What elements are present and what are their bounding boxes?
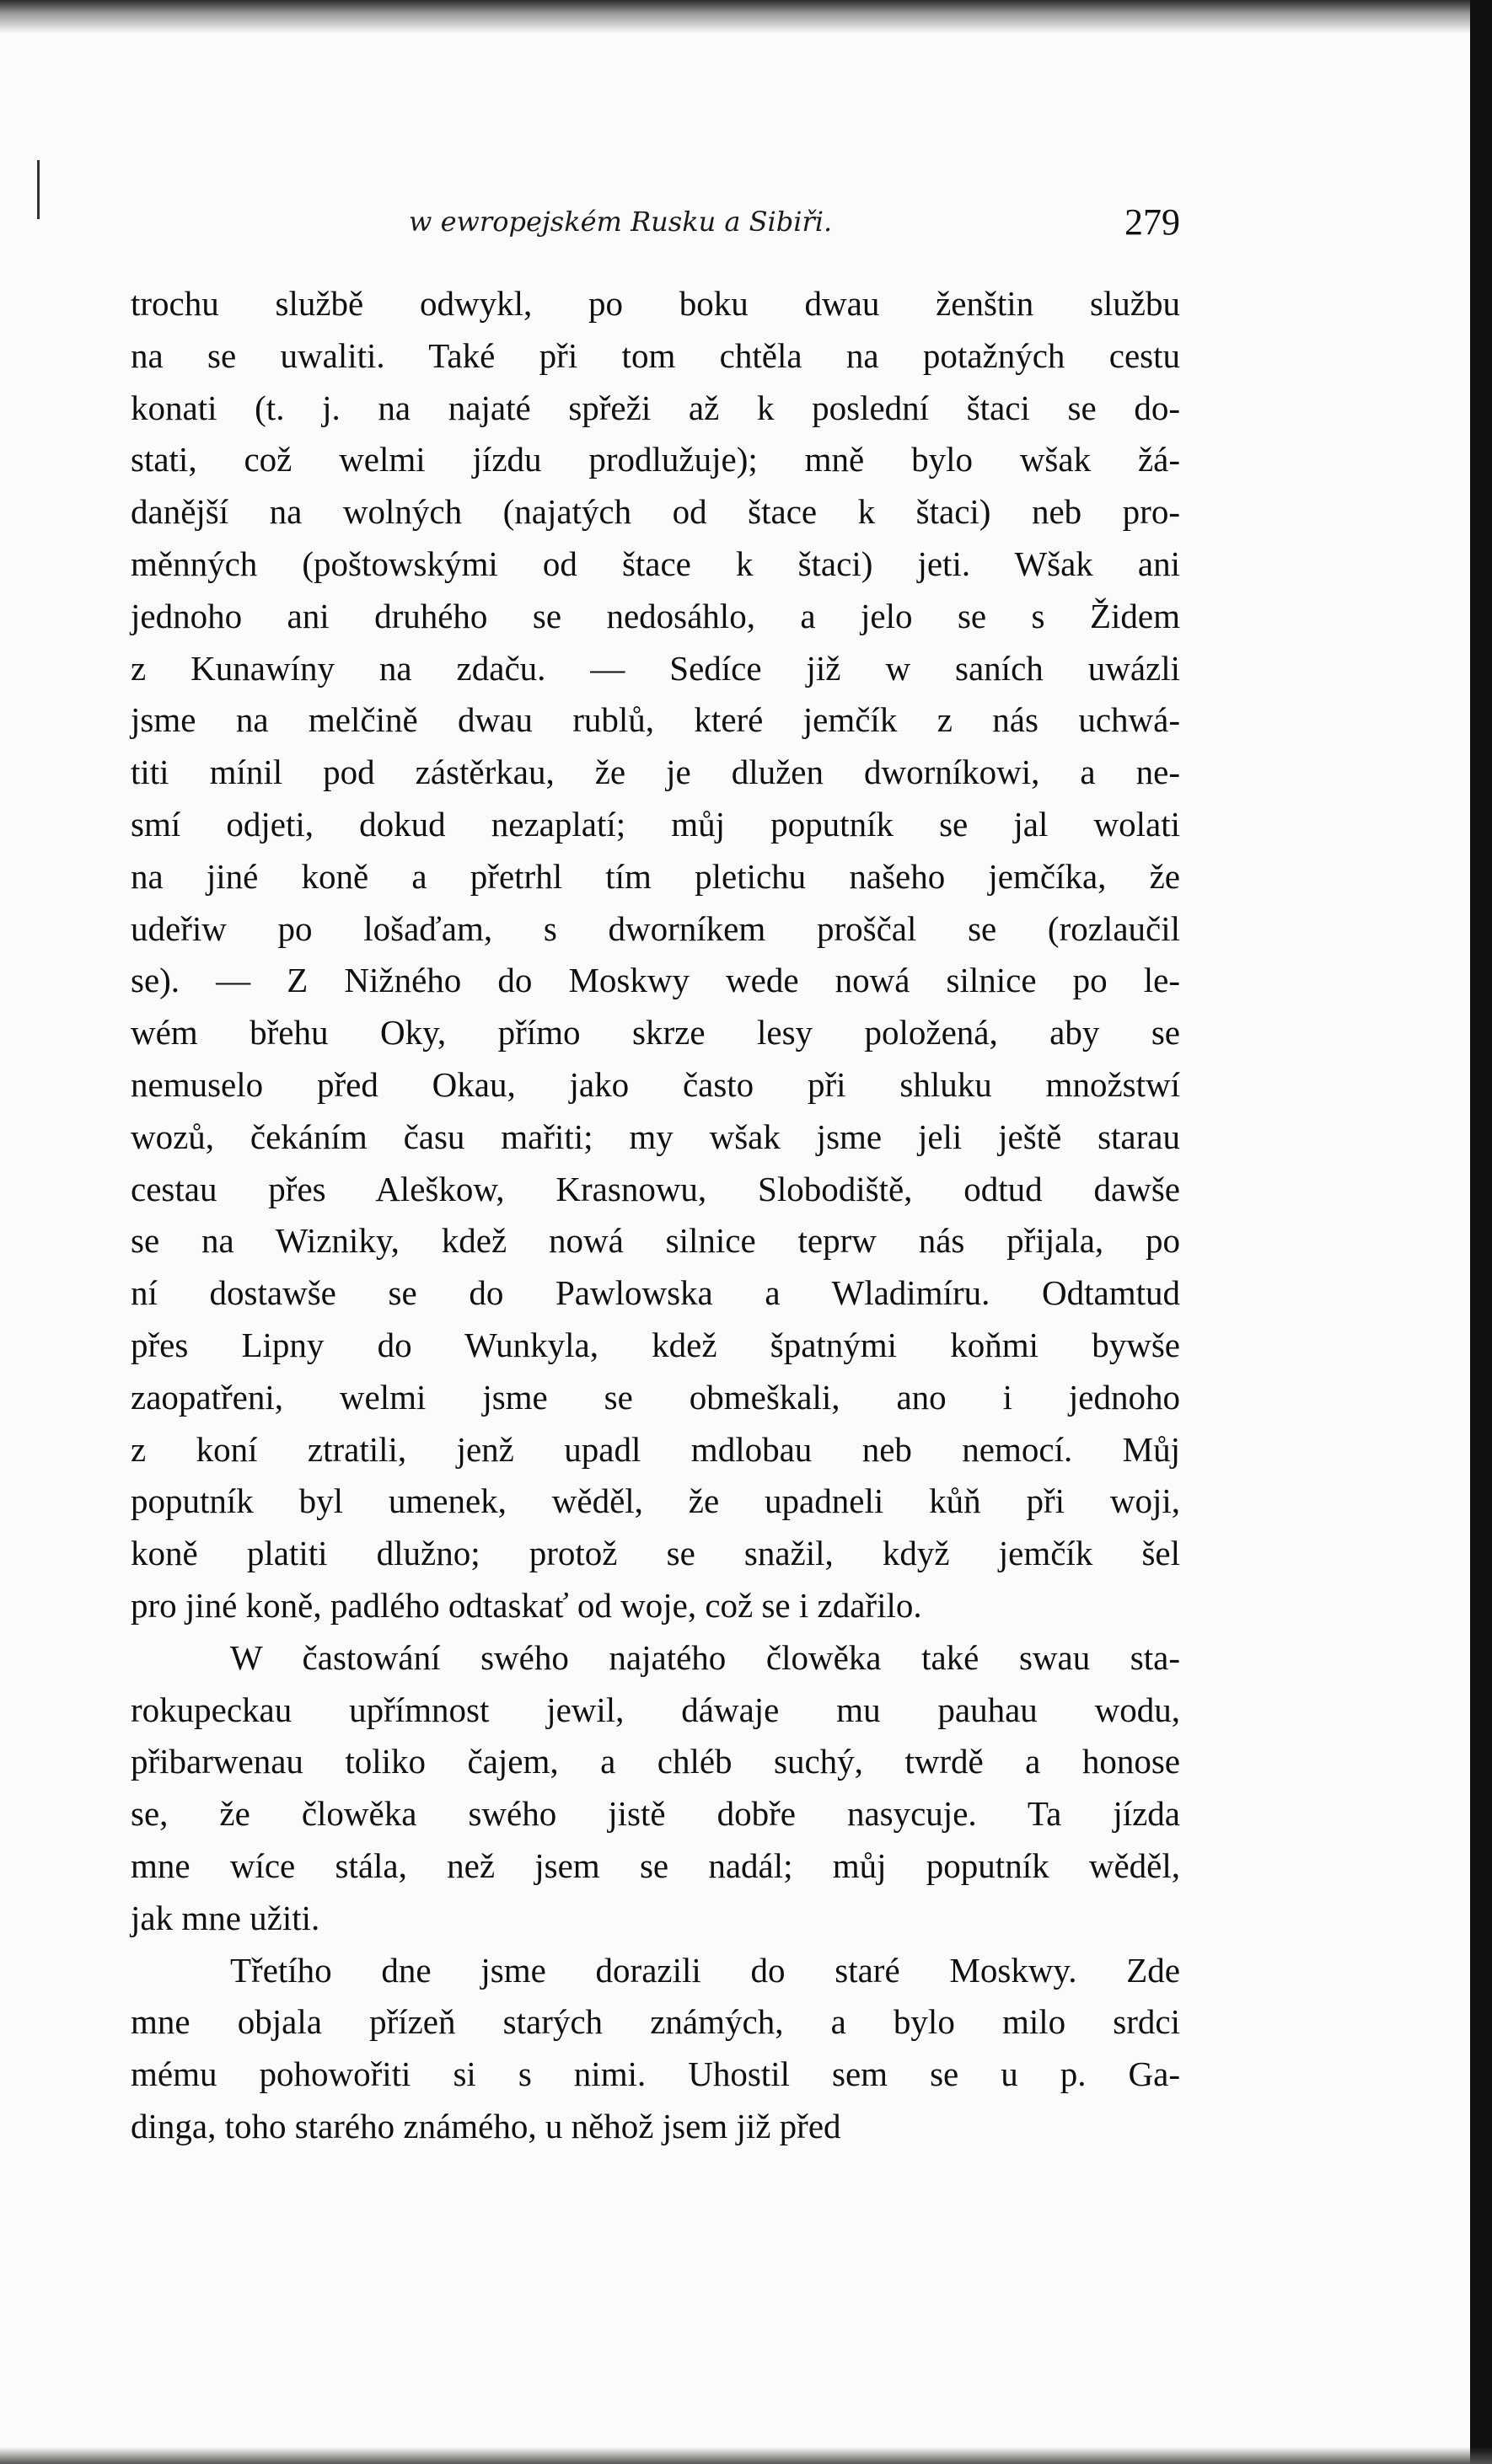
text-line: konati (t. j. na najaté spřeži až k poslední štaci se do- bbox=[131, 388, 1180, 427]
text-line: titi mínil pod zástěrkau, že je dlužen dworníkowi, a ne- bbox=[131, 753, 1180, 792]
text-line: se). — Z Nižného do Moskwy wede nowá silnice po le- bbox=[131, 961, 1180, 1000]
text-line: z Kunawíny na zdaču. — Sedíce již w saních uwázli bbox=[131, 648, 1180, 688]
text-line: na jiné koně a přetrhl tím pletichu našeho jemčíka, že bbox=[131, 856, 1180, 896]
text-line: pro jiné koně, padlého odtaskať od woje, což se i zdařilo. bbox=[131, 1585, 922, 1625]
text-line: se na Wizniky, kdež nowá silnice teprw nás přijala, po bbox=[131, 1221, 1180, 1261]
paragraph bbox=[131, 1632, 1180, 1945]
text-line: na se uwaliti. Také při tom chtěla na potažných cestu bbox=[131, 335, 1180, 375]
text-line: jednoho ani druhého se nedosáhlo, a jelo se s Židem bbox=[131, 596, 1180, 635]
text-line: přibarwenau toliko čajem, a chléb suchý, twrdě a honose bbox=[131, 1742, 1180, 1781]
text-line: wozů, čekáním času mařiti; my wšak jsme jeli ještě starau bbox=[131, 1117, 1180, 1156]
text-line: W častowání swého najatého člowěka také swau sta- bbox=[230, 1637, 1180, 1677]
text-line: wém břehu Oky, přímo skrze lesy položená, aby se bbox=[131, 1013, 1180, 1053]
text-line: nemuselo před Okau, jako často při shluku množstwí bbox=[131, 1064, 1180, 1104]
text-line: Třetího dne jsme dorazili do staré Moskwy. Zde bbox=[230, 1950, 1180, 1990]
text-line: poputník byl umenek, wěděl, že upadneli kůň při woji, bbox=[131, 1481, 1180, 1521]
paragraph bbox=[131, 1945, 1180, 2153]
text-line: rokupeckau upřímnost jewil, dáwaje mu pauhau wodu, bbox=[131, 1690, 1180, 1729]
text-line: danější na wolných (najatých od štace k štaci) neb pro- bbox=[131, 492, 1180, 532]
page-header bbox=[131, 201, 1180, 251]
scan-mark-left bbox=[37, 160, 40, 219]
page-number: 279 bbox=[1124, 201, 1180, 243]
text-line: stati, což welmi jízdu prodlužuje); mně bylo wšak žá- bbox=[131, 440, 1180, 479]
text-line: jak mne užiti. bbox=[131, 1898, 320, 1937]
paragraph bbox=[131, 278, 1180, 1632]
text-line: se, že člowěka swého jistě dobře nasycuje. Ta jízda bbox=[131, 1794, 1180, 1834]
text-line: jsme na melčině dwau rublů, které jemčík z nás uchwá- bbox=[131, 700, 1180, 740]
text-line: dinga, toho starého známého, u něhož jsem již před bbox=[131, 2106, 841, 2145]
text-line: zaopatřeni, welmi jsme se obmeškali, ano i jednoho bbox=[131, 1377, 1180, 1417]
running-title: w ewropejském Rusku a Sibiři. bbox=[409, 206, 833, 238]
text-line: mne wíce stála, než jsem se nadál; můj poputník wěděl, bbox=[131, 1845, 1180, 1885]
text-line: cestau přes Aleškow, Krasnowu, Slobodiště, odtud dawše bbox=[131, 1169, 1180, 1208]
text-line: z koní ztratili, jenž upadl mdlobau neb nemocí. Můj bbox=[131, 1429, 1180, 1469]
text-line: koně platiti dlužno; protož se snažil, když jemčík šel bbox=[131, 1534, 1180, 1573]
text-line: mému pohowořiti si s nimi. Uhostil sem se u p. Ga- bbox=[131, 2054, 1180, 2094]
text-line: trochu službě odwykl, po boku dwau ženštin službu bbox=[131, 284, 1180, 323]
body-text bbox=[131, 278, 1180, 2153]
text-line: udeřiw po lošaďam, s dworníkem proščal se (rozlaučil bbox=[131, 908, 1180, 948]
text-line: ní dostawše se do Pawlowska a Wladimíru. Odtamtud bbox=[131, 1273, 1180, 1313]
scan-edge-bottom bbox=[0, 2447, 1492, 2464]
scan-edge-right bbox=[1470, 0, 1492, 2464]
text-line: mne objala přízeň starých známých, a bylo milo srdci bbox=[131, 2002, 1180, 2042]
text-line: smí odjeti, dokud nezaplatí; můj poputník se jal wolati bbox=[131, 804, 1180, 844]
text-line: měnných (poštowskými od štace k štaci) jeti. Wšak ani bbox=[131, 544, 1180, 583]
scan-edge-top bbox=[0, 0, 1492, 34]
text-line: přes Lipny do Wunkyla, kdež špatnými koňmi bywše bbox=[131, 1325, 1180, 1364]
